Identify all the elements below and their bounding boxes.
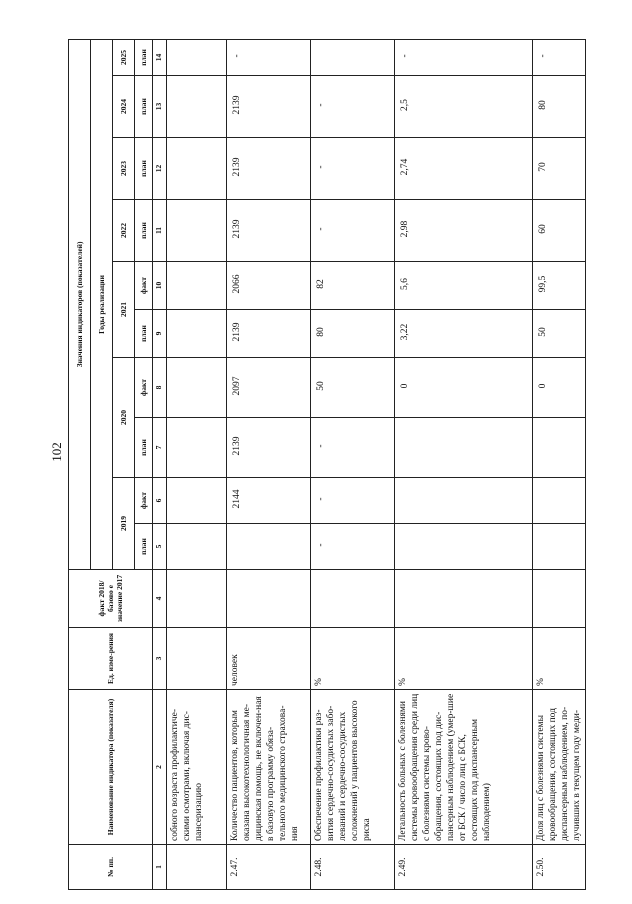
value-cell: 50 [311,358,395,418]
value-cell [167,138,227,200]
value-cell: 0 [395,358,533,418]
row-number: 2.48. [311,845,395,890]
value-cell [167,358,227,418]
value-cell [167,524,227,570]
value-cell: 2139 [227,76,311,138]
header-fact: факт [135,358,153,418]
value-cell [167,310,227,358]
col-number: 6 [153,478,167,524]
header-unit: Ед. изме-рения [69,628,153,690]
header-plan: план [135,138,153,200]
value-cell [167,262,227,310]
value-cell [395,570,533,628]
value-cell: - [227,39,311,75]
table-row [167,39,227,889]
value-cell [167,418,227,478]
value-cell: 80 [311,310,395,358]
row-number: 2.50. [533,845,586,890]
table-row [311,39,395,889]
value-cell: 2,74 [395,138,533,200]
header-plan: план [135,310,153,358]
col-number: 2 [153,690,167,845]
header-year-2022: 2022 [113,200,135,262]
header-year-2025: 2025 [113,39,135,75]
value-cell [227,524,311,570]
value-cell [311,39,395,75]
header-plan: план [135,418,153,478]
row-number: 2.47. [227,845,311,890]
header-plan: план [135,200,153,262]
value-cell [533,524,586,570]
value-cell: - [533,39,586,75]
value-cell: 2139 [227,200,311,262]
value-cell: 82 [311,262,395,310]
value-cell [167,200,227,262]
value-cell [311,570,395,628]
col-number: 3 [153,628,167,690]
header-plan: план [135,39,153,75]
col-number: 13 [153,76,167,138]
table-row [227,39,311,889]
header-year-2021: 2021 [113,262,135,358]
row-number: 2.49. [395,845,533,890]
col-number: 5 [153,524,167,570]
value-cell [533,570,586,628]
value-cell: 2139 [227,138,311,200]
value-cell [167,39,227,75]
value-cell: - [311,138,395,200]
unit-cell: % [395,628,533,690]
rotated-table-container [68,40,608,890]
value-cell: 99,5 [533,262,586,310]
indicator-name: Обеспечение профилактики раз-вития сердечно-сосудистых забо-леваний и сердечно-сосудистых осложнений у пациентов высокого риска [311,690,395,845]
value-cell: - [311,200,395,262]
unit-cell: % [533,628,586,690]
value-cell: 2139 [227,418,311,478]
col-number: 10 [153,262,167,310]
col-number: 4 [153,570,167,628]
table-body [167,39,586,889]
col-number: 14 [153,39,167,75]
table-row [395,39,533,889]
page-number: 102 [49,442,64,462]
value-cell: - [311,76,395,138]
header-baseline: факт 2018/базово е значение 2017 [69,570,153,628]
value-cell: 2,98 [395,200,533,262]
indicator-name: собного возраста профилактиче-скими осмотрами, включая дис-пансеризацию [167,690,227,845]
value-cell: - [395,39,533,75]
value-cell: 80 [533,76,586,138]
value-cell: 2,5 [395,76,533,138]
value-cell: - [311,524,395,570]
col-number: 7 [153,418,167,478]
header-fact: факт [135,262,153,310]
value-cell [533,418,586,478]
indicator-name: Доля лиц с болезнями системы кровообращения, состоящих под диспансерным наблюдением, по-лучивших в текущем году меди- [533,690,586,845]
value-cell: 5,6 [395,262,533,310]
unit-cell: % [311,628,395,690]
value-cell: 2144 [227,478,311,524]
indicators-table [68,39,586,890]
header-name: Наименование индикатора (показателя) [69,690,153,845]
value-cell [167,570,227,628]
indicator-name: Количество пациентов, которым оказана высокотехнологичная ме-дицинская помощь, не включен-ная в базовую программу обяза-тельного медицинского страхова-ния [227,690,311,845]
table-row [533,39,586,889]
header-years-title: Годы реализации [91,39,113,569]
value-cell [167,478,227,524]
col-number: 12 [153,138,167,200]
value-cell [167,76,227,138]
value-cell [227,570,311,628]
value-cell: 0 [533,358,586,418]
value-cell [395,524,533,570]
value-cell: 50 [533,310,586,358]
header-year-2019: 2019 [113,478,135,570]
value-cell [533,478,586,524]
indicator-name: Летальность больных с болезнями системы кровообращения среди лиц с болезнями системы крово-обращения, состоящих под дис-пансерным наблюдением (умер-шие от БСК / число лиц с БСК, состоящих под диспансерным наблюдением) [395,690,533,845]
header-no: № пп. [69,845,153,890]
col-number: 1 [153,845,167,890]
value-cell: 70 [533,138,586,200]
value-cell [395,478,533,524]
header-plan: план [135,524,153,570]
header-plan: план [135,76,153,138]
value-cell: 2097 [227,358,311,418]
value-cell: 60 [533,200,586,262]
col-number: 11 [153,200,167,262]
header-year-2024: 2024 [113,76,135,138]
unit-cell: человек [227,628,311,690]
header-fact: факт [135,478,153,524]
unit-cell [167,628,227,690]
value-cell: 2066 [227,262,311,310]
header-year-2023: 2023 [113,138,135,200]
col-number: 9 [153,310,167,358]
value-cell: 2139 [227,310,311,358]
row-number [167,845,227,890]
col-number: 8 [153,358,167,418]
value-cell: - [311,478,395,524]
header-values-title: Значения индикаторов (показателей) [69,39,91,569]
value-cell: 3,22 [395,310,533,358]
value-cell: - [311,418,395,478]
header-year-2020: 2020 [113,358,135,478]
value-cell [395,418,533,478]
